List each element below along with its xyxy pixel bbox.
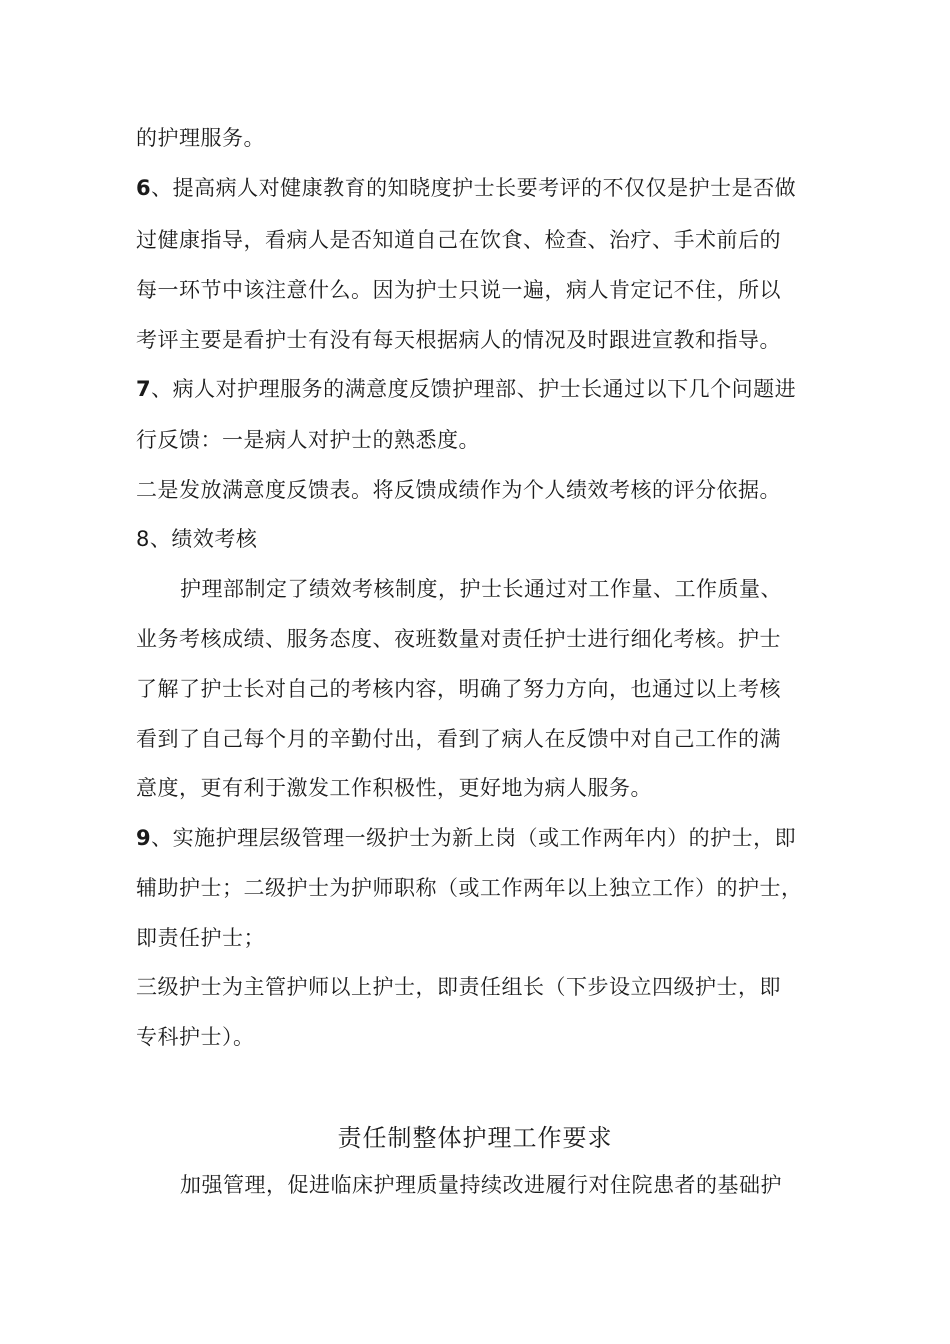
paragraph-line: 考评主要是看护士有没有每天根据病人的情况及时跟进宣教和指导。 [136, 328, 781, 352]
item-number: 6 [136, 176, 152, 200]
paragraph-line: 了解了护士长对自己的考核内容，明确了努力方向，也通过以上考核 [136, 677, 781, 701]
section-title: 责任制整体护理工作要求 [337, 1124, 613, 1152]
paragraph-line: 行反馈：一是病人对护士的熟悉度。 [136, 428, 480, 452]
item-9-line: 9、实施护理层级管理一级护士为新上岗（或工作两年内）的护士，即 [136, 826, 797, 850]
item-7-line: 7、病人对护理服务的满意度反馈护理部、护士长通过以下几个问题进 [136, 377, 797, 401]
item-6-line: 6、提高病人对健康教育的知晓度护士长要考评的不仅仅是护士是否做 [136, 176, 797, 200]
paragraph-line: 专科护士）。 [136, 1025, 255, 1049]
paragraph-line: 看到了自己每个月的辛勤付出，看到了病人在反馈中对自己工作的满 [136, 727, 781, 751]
paragraph-line: 过健康指导，看病人是否知道自己在饮食、检查、治疗、手术前后的 [136, 228, 781, 252]
paragraph-line: 的护理服务。 [136, 126, 265, 150]
paragraph-line: 每一环节中该注意什么。因为护士只说一遍，病人肯定记不住，所以 [136, 278, 781, 302]
paragraph-line: 加强管理，促进临床护理质量持续改进履行对住院患者的基础护 [180, 1173, 782, 1197]
paragraph-line: 二是发放满意度反馈表。将反馈成绩作为个人绩效考核的评分依据。 [136, 478, 781, 502]
paragraph-line: 即责任护士； [136, 926, 265, 950]
paragraph-line: 意度，更有利于激发工作积极性，更好地为病人服务。 [136, 776, 652, 800]
item-8-heading: 8、绩效考核 [136, 527, 258, 551]
paragraph-line: 护理部制定了绩效考核制度，护士长通过对工作量、工作质量、 [180, 577, 782, 601]
paragraph-line: 业务考核成绩、服务态度、夜班数量对责任护士进行细化考核。护士 [136, 627, 781, 651]
paragraph-line: 辅助护士；二级护士为护师职称（或工作两年以上独立工作）的护士， [136, 876, 803, 900]
paragraph-line: 三级护士为主管护师以上护士，即责任组长（下步设立四级护士，即 [136, 975, 781, 999]
item-number: 7 [136, 377, 152, 401]
item-number: 9 [136, 826, 152, 850]
